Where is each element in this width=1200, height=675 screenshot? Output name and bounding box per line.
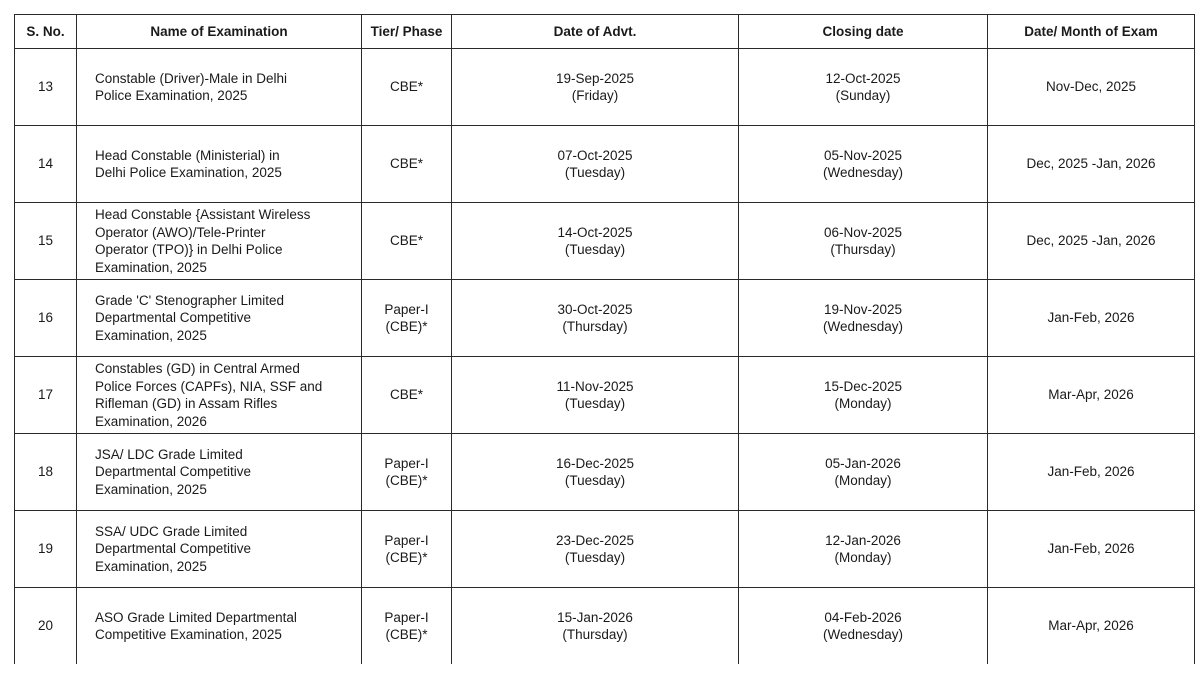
exam-month-cell: Jan-Feb, 2026 [988, 280, 1195, 357]
table-row [15, 203, 1195, 280]
closing-day: (Sunday) [835, 88, 891, 103]
header-exam-month: Date/ Month of Exam [988, 15, 1195, 49]
exam-name-cell [77, 357, 362, 434]
tier-phase-cell [362, 126, 452, 203]
table-header-row [15, 15, 1195, 49]
advt-date-cell [452, 588, 739, 665]
exam-name-line: Police Forces (CAPFs), NIA, SSF and [95, 378, 323, 394]
closing-date-cell [739, 203, 988, 280]
exam-name-line: SSA/ UDC Grade Limited [95, 523, 248, 539]
tier-phase-line: (CBE)* [385, 473, 428, 488]
exam-name-cell [77, 434, 362, 511]
table-row [15, 588, 1195, 665]
closing-date: 12-Jan-2026 [825, 532, 901, 548]
exam-month-cell: Jan-Feb, 2026 [988, 511, 1195, 588]
header-sno: S. No. [15, 15, 77, 49]
advt-date-cell [452, 49, 739, 126]
sno-cell: 13 [15, 49, 77, 126]
tier-phase-cell [362, 280, 452, 357]
advt-date-cell [452, 203, 739, 280]
table-body [15, 49, 1195, 665]
tier-phase-line: (CBE)* [385, 627, 428, 642]
advt-day: (Thursday) [562, 319, 628, 334]
tier-phase-cell [362, 434, 452, 511]
exam-name-cell [77, 203, 362, 280]
exam-name-line: Head Constable (Ministerial) in [95, 147, 280, 163]
exam-name-line: Departmental Competitive [95, 310, 252, 326]
advt-date-cell [452, 511, 739, 588]
closing-date-cell [739, 357, 988, 434]
exam-name-line: Rifleman (GD) in Assam Rifles [95, 396, 278, 411]
exam-name-line: Constables (GD) in Central Armed [95, 361, 300, 376]
closing-date: 05-Nov-2025 [823, 147, 903, 163]
advt-date: 07-Oct-2025 [557, 147, 633, 163]
exam-name-line: Examination, 2025 [95, 259, 207, 275]
tier-phase-line: Paper-I [384, 532, 429, 548]
closing-date-cell [739, 280, 988, 357]
closing-day: (Wednesday) [822, 165, 904, 180]
exam-name-cell [77, 49, 362, 126]
exam-month-cell: Dec, 2025 -Jan, 2026 [988, 203, 1195, 280]
closing-date: 12-Oct-2025 [825, 70, 901, 86]
exam-name-line: Departmental Competitive [95, 541, 252, 557]
closing-date-cell [739, 126, 988, 203]
exam-name-line: Competitive Examination, 2025 [95, 627, 282, 642]
tier-phase-line: CBE* [389, 387, 423, 403]
table-row [15, 511, 1195, 588]
advt-day: (Thursday) [562, 627, 628, 642]
tier-phase-line: Paper-I [384, 609, 429, 625]
table-row [15, 357, 1195, 434]
exam-name-line: Head Constable {Assistant Wireless [95, 207, 311, 222]
sno-cell: 15 [15, 203, 77, 280]
closing-day: (Monday) [834, 550, 892, 565]
sno-cell: 17 [15, 357, 77, 434]
tier-phase-line: Paper-I [384, 301, 429, 317]
sno-cell: 14 [15, 126, 77, 203]
advt-day: (Friday) [571, 88, 619, 103]
exam-name-cell [77, 511, 362, 588]
closing-date-cell [739, 434, 988, 511]
exam-month-cell: Mar-Apr, 2026 [988, 588, 1195, 665]
exam-name-line: Operator (AWO)/Tele-Printer [95, 224, 266, 240]
closing-date: 19-Nov-2025 [823, 301, 903, 317]
exam-name-line: JSA/ LDC Grade Limited [95, 446, 243, 462]
closing-date-cell [739, 49, 988, 126]
tier-phase-line: CBE* [389, 79, 423, 95]
header-closing-date: Closing date [739, 15, 988, 49]
advt-date-cell [452, 357, 739, 434]
closing-day: (Monday) [834, 396, 892, 411]
exam-name-cell [77, 126, 362, 203]
table-row [15, 280, 1195, 357]
exam-month-cell: Jan-Feb, 2026 [988, 434, 1195, 511]
exam-name-line: Examination, 2025 [95, 481, 207, 497]
advt-date: 23-Dec-2025 [555, 532, 635, 548]
tier-phase-cell [362, 49, 452, 126]
tier-phase-cell [362, 511, 452, 588]
advt-date: 16-Dec-2025 [555, 455, 635, 471]
table-row [15, 49, 1195, 126]
exam-name-line: Examination, 2025 [95, 558, 207, 574]
table-row [15, 126, 1195, 203]
closing-date-cell [739, 588, 988, 665]
sno-cell: 16 [15, 280, 77, 357]
tier-phase-line: (CBE)* [385, 550, 428, 565]
closing-day: (Wednesday) [822, 627, 904, 642]
header-exam-name: Name of Examination [77, 15, 362, 49]
tier-phase-line: Paper-I [384, 455, 429, 471]
tier-phase-cell [362, 357, 452, 434]
exam-name-line: Police Examination, 2025 [95, 88, 248, 103]
advt-day: (Tuesday) [564, 165, 626, 180]
closing-date: 15-Dec-2025 [823, 378, 903, 394]
header-tier-phase: Tier/ Phase [362, 15, 452, 49]
exam-month-cell: Nov-Dec, 2025 [988, 49, 1195, 126]
advt-day: (Tuesday) [564, 550, 626, 565]
closing-date: 04-Feb-2026 [824, 609, 902, 625]
advt-date-cell [452, 280, 739, 357]
advt-day: (Tuesday) [564, 396, 626, 411]
exam-name-line: Examination, 2025 [95, 327, 207, 343]
advt-date: 11-Nov-2025 [556, 378, 634, 394]
exam-month-cell: Dec, 2025 -Jan, 2026 [988, 126, 1195, 203]
tier-phase-cell [362, 203, 452, 280]
sno-cell: 18 [15, 434, 77, 511]
exam-name-line: ASO Grade Limited Departmental [95, 609, 297, 625]
closing-date: 05-Jan-2026 [825, 455, 901, 471]
advt-date: 30-Oct-2025 [557, 301, 633, 317]
exam-name-line: Examination, 2026 [95, 413, 207, 429]
tier-phase-line: CBE* [389, 156, 423, 172]
sno-cell: 20 [15, 588, 77, 665]
exam-name-line: Constable (Driver)-Male in Delhi [95, 70, 288, 86]
closing-day: (Thursday) [830, 242, 896, 257]
header-date-of-advt: Date of Advt. [452, 15, 739, 49]
exam-name-cell [77, 280, 362, 357]
advt-day: (Tuesday) [564, 473, 626, 488]
advt-day: (Tuesday) [564, 242, 626, 257]
advt-date: 19-Sep-2025 [555, 70, 635, 86]
exam-name-line: Operator (TPO)} in Delhi Police [95, 242, 283, 257]
exam-name-cell [77, 588, 362, 665]
advt-date-cell [452, 126, 739, 203]
closing-date-cell [739, 511, 988, 588]
exam-name-line: Grade 'C' Stenographer Limited [95, 292, 285, 308]
advt-date-cell [452, 434, 739, 511]
sno-cell: 19 [15, 511, 77, 588]
advt-date: 15-Jan-2026 [557, 609, 633, 625]
tier-phase-line: (CBE)* [385, 319, 428, 334]
table-row [15, 434, 1195, 511]
closing-day: (Wednesday) [822, 319, 904, 334]
exam-schedule-table [14, 14, 1195, 664]
exam-name-line: Departmental Competitive [95, 464, 252, 480]
exam-name-line: Delhi Police Examination, 2025 [95, 165, 282, 180]
tier-phase-cell [362, 588, 452, 665]
closing-day: (Monday) [834, 473, 892, 488]
tier-phase-line: CBE* [389, 233, 423, 249]
closing-date: 06-Nov-2025 [823, 224, 903, 240]
advt-date: 14-Oct-2025 [557, 224, 633, 240]
exam-month-cell: Mar-Apr, 2026 [988, 357, 1195, 434]
